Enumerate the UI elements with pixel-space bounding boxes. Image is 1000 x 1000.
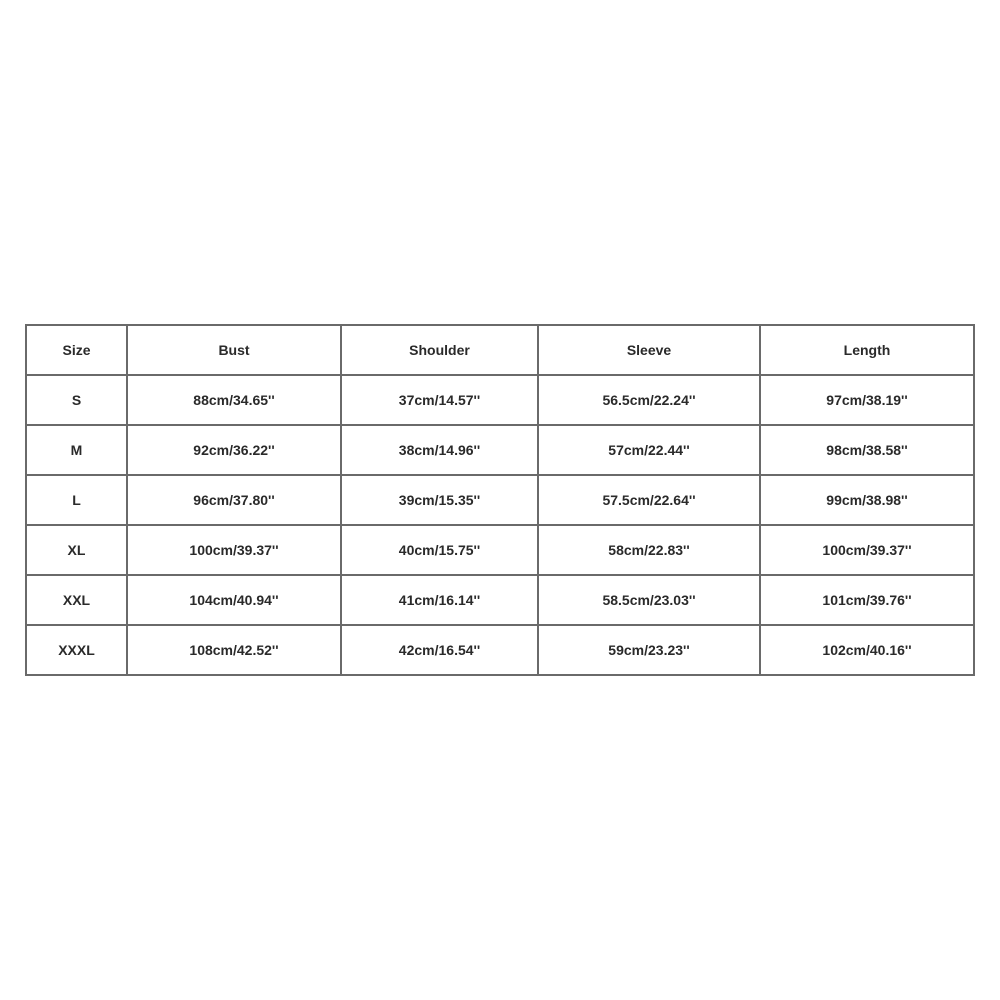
table-row [26,525,974,575]
column-header-length: Length [760,325,974,375]
table-row [26,375,974,425]
size-cell: XL [26,525,127,575]
length-cell: 98cm/38.58'' [760,425,974,475]
shoulder-cell: 40cm/15.75'' [341,525,538,575]
bust-cell: 104cm/40.94'' [127,575,341,625]
sleeve-cell: 59cm/23.23'' [538,625,760,675]
column-header-sleeve: Sleeve [538,325,760,375]
size-cell: XXL [26,575,127,625]
table-row [26,625,974,675]
sleeve-cell: 57cm/22.44'' [538,425,760,475]
size-chart-table [25,324,975,676]
size-cell: XXXL [26,625,127,675]
shoulder-cell: 38cm/14.96'' [341,425,538,475]
sleeve-cell: 56.5cm/22.24'' [538,375,760,425]
length-cell: 102cm/40.16'' [760,625,974,675]
sleeve-cell: 58.5cm/23.03'' [538,575,760,625]
size-cell: M [26,425,127,475]
length-cell: 97cm/38.19'' [760,375,974,425]
shoulder-cell: 37cm/14.57'' [341,375,538,425]
size-cell: L [26,475,127,525]
length-cell: 101cm/39.76'' [760,575,974,625]
shoulder-cell: 42cm/16.54'' [341,625,538,675]
sleeve-cell: 58cm/22.83'' [538,525,760,575]
bust-cell: 92cm/36.22'' [127,425,341,475]
table-row [26,475,974,525]
column-header-size: Size [26,325,127,375]
column-header-shoulder: Shoulder [341,325,538,375]
shoulder-cell: 39cm/15.35'' [341,475,538,525]
bust-cell: 96cm/37.80'' [127,475,341,525]
sleeve-cell: 57.5cm/22.64'' [538,475,760,525]
bust-cell: 100cm/39.37'' [127,525,341,575]
size-cell: S [26,375,127,425]
table-row [26,575,974,625]
bust-cell: 88cm/34.65'' [127,375,341,425]
shoulder-cell: 41cm/16.14'' [341,575,538,625]
table-header-row [26,325,974,375]
bust-cell: 108cm/42.52'' [127,625,341,675]
length-cell: 100cm/39.37'' [760,525,974,575]
column-header-bust: Bust [127,325,341,375]
table-row [26,425,974,475]
length-cell: 99cm/38.98'' [760,475,974,525]
